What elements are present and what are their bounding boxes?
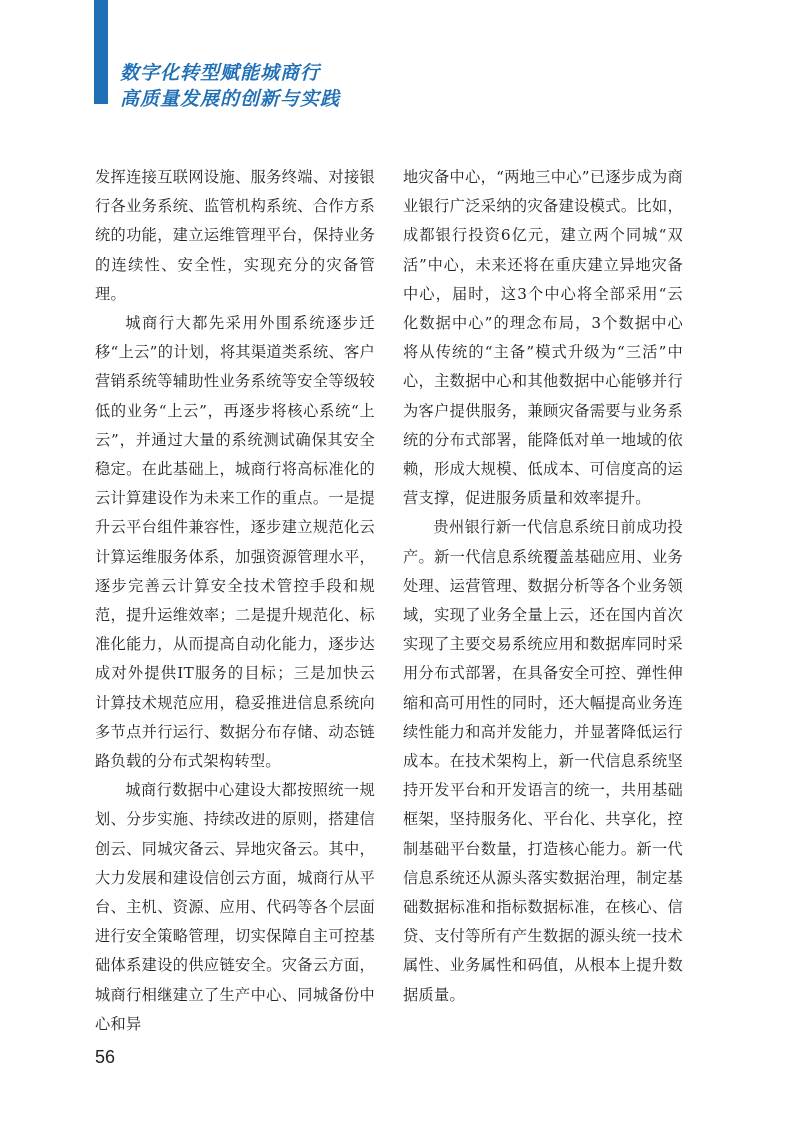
paragraph: 城商行数据中心建设大都按照统一规划、分步实施、持续改进的原则，搭建信创云、同城灾备云、异地灾备云。其中，大力发展和建设信创云方面，城商行从平台、主机、资源、应用、代码等各个层面进行安全策略管理，切实保障自主可控基础体系建设的供应链安全。灾备云方面，城商行相继建立了生产中心、同城备份中心和异 [95,781,375,1033]
left-text-column [95,163,375,1039]
paragraph: 发挥连接互联网设施、服务终端、对接银行各业务系统、监管机构系统、合作方系统的功能，建立运维管理平台，保持业务的连续性、安全性，实现充分的灾备管理。 [95,168,375,303]
paragraph: 贵州银行新一代信息系统日前成功投产。新一代信息系统覆盖基础应用、业务处理、运营管理、数据分析等各个业务领域，实现了业务全量上云，还在国内首次实现了主要交易系统应用和数据库同时采用分布式部署，在具备安全可控、弹性伸缩和高可用性的同时，还大幅提高业务连续性能力和高并发能力，并显著降低运行成本。在技术架构上，新一代信息系统坚持开发平台和开发语言的统一，共用基础框架，坚持服务化、平台化、共享化，控制基础平台数量，打造核心能力。新一代信息系统还从源头落实数据治理，制定基础数据标准和指标数据标准，在核心、信贷、支付等所有产生数据的源头统一技术属性、业务属性和码值，从根本上提升数据质量。 [403,518,683,1004]
header-title-line-1: 数字化转型赋能城商行 [120,62,321,84]
running-header-title [120,60,340,112]
right-text-column [403,163,683,1010]
paragraph: 地灾备中心，“两地三中心”已逐步成为商业银行广泛采纳的灾备建设模式。比如，成都银行投资6亿元，建立两个同城“双活”中心，未来还将在重庆建立异地灾备中心，届时，这3个中心将全部采用“云化数据中心”的理念布局，3个数据中心将从传统的“主备”模式升级为“三活”中心，主数据中心和其他数据中心能够并行为客户提供服务，兼顾灾备需要与业务系统的分布式部署，能降低对单一地域的依赖，形成大规模、低成本、可信度高的运营支撑，促进服务质量和效率提升。 [403,168,683,508]
header-accent-bar [94,0,108,104]
paragraph: 城商行大都先采用外围系统逐步迁移“上云”的计划，将其渠道类系统、客户营销系统等辅助性业务系统等安全等级较低的业务“上云”，再逐步将核心系统“上云”，并通过大量的系统测试确保其安全稳定。在此基础上，城商行将高标准化的云计算建设作为未来工作的重点。一是提升云平台组件兼容性，逐步建立规范化云计算运维服务体系，加强资源管理水平，逐步完善云计算安全技术管控手段和规范，提升运维效率；二是提升规范化、标准化能力，从而提高自动化能力，逐步达成对外提供IT服务的目标；三是加快云计算技术规范应用，稳妥推进信息系统向多节点并行运行、数据分布存储、动态链路负载的分布式架构转型。 [95,314,375,771]
header-title-line-2: 高质量发展的创新与实践 [120,88,341,110]
page-number: 56 [95,1047,116,1067]
